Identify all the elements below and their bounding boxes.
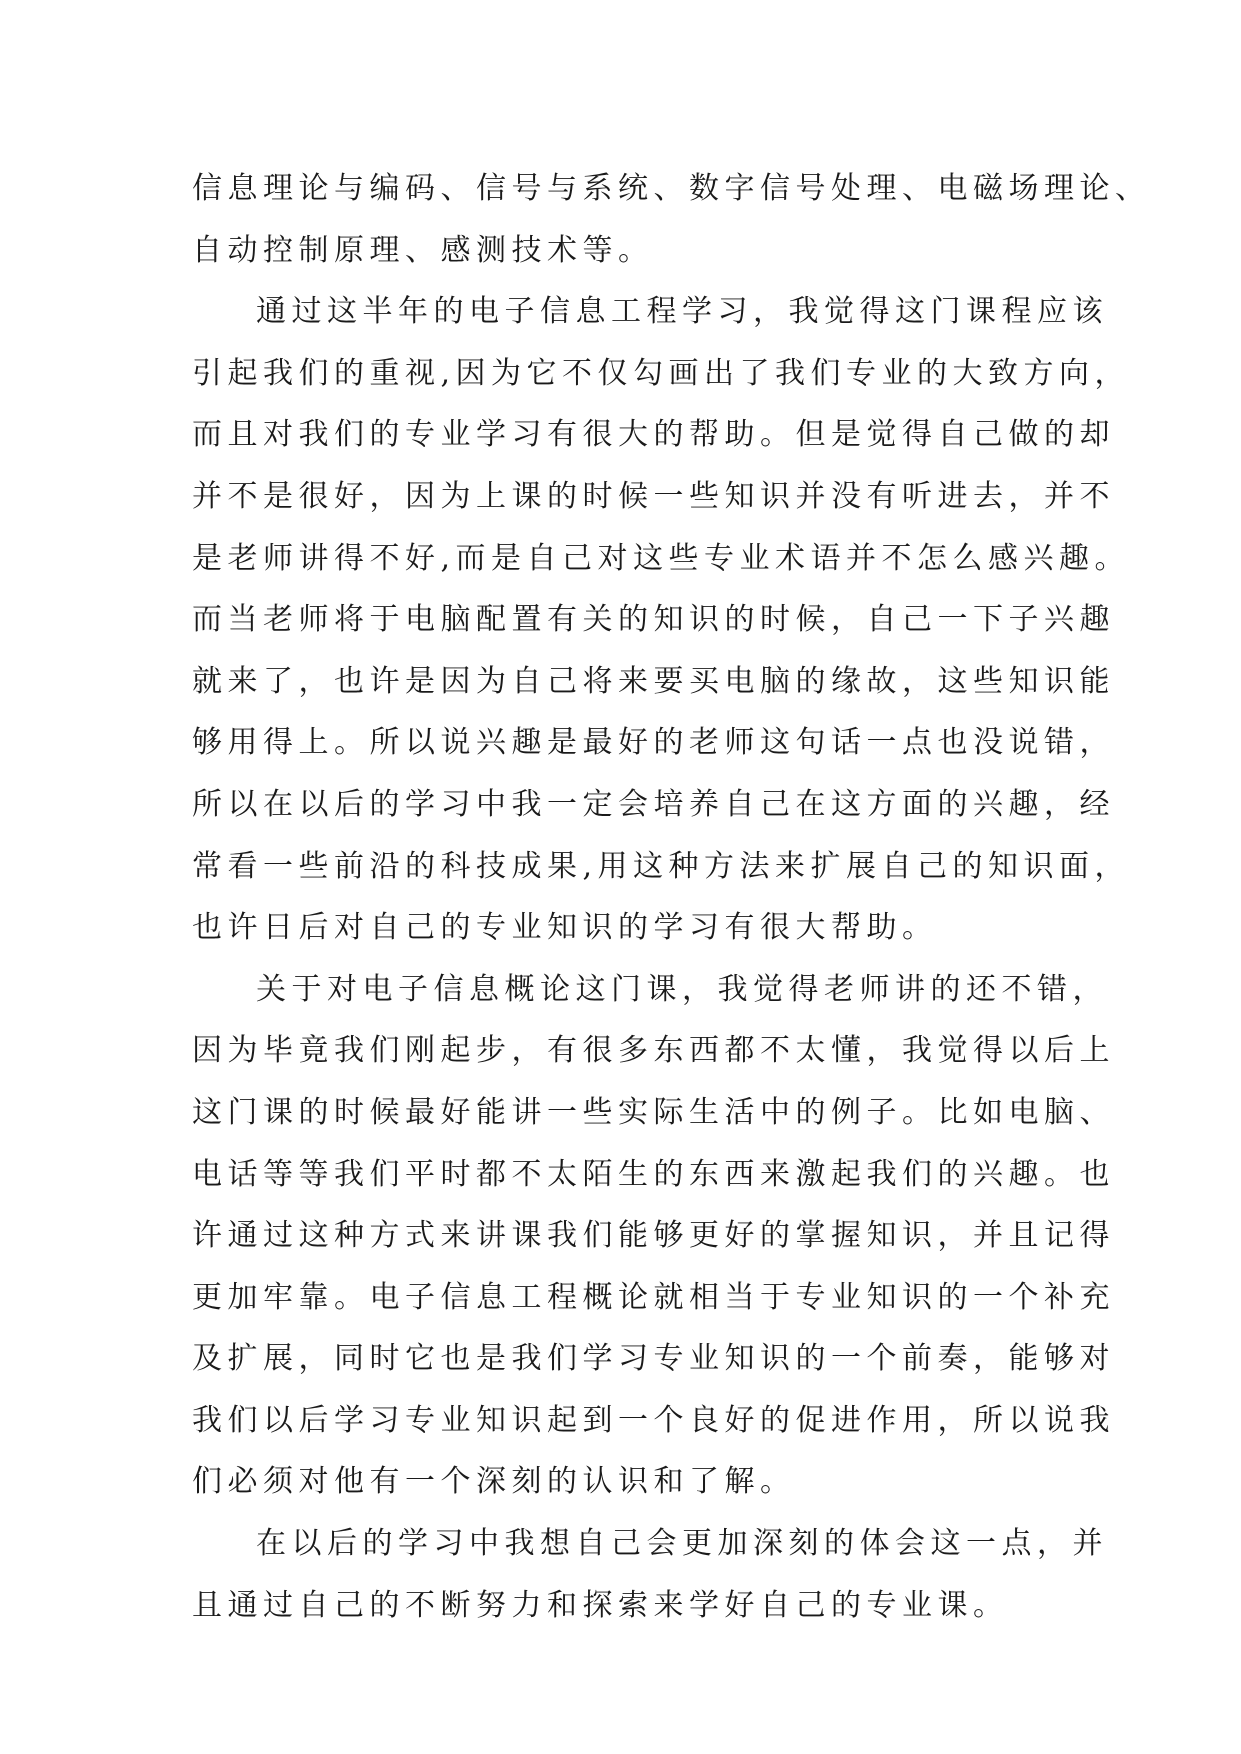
text-line: 够用得上。所以说兴趣是最好的老师这句话一点也没说错， [192, 725, 1115, 761]
document-body [192, 158, 1151, 1636]
text-line: 也许日后对自己的专业知识的学习有很大帮助。 [192, 910, 938, 946]
text-line: 是老师讲得不好,而是自己对这些专业术语并不怎么感兴趣。 [192, 540, 1131, 576]
paragraph-first-line: 通过这半年的电子信息工程学习，我觉得这门课程应该 [256, 294, 1108, 330]
paragraph-first-line: 在以后的学习中我想自己会更加深刻的体会这一点，并 [256, 1526, 1108, 1562]
text-line: 电话等等我们平时都不太陌生的东西来激起我们的兴趣。也 [192, 1156, 1115, 1192]
text-line: 而且对我们的专业学习有很大的帮助。但是觉得自己做的却 [192, 417, 1115, 453]
text-line: 这门课的时候最好能讲一些实际生活中的例子。比如电脑、 [192, 1094, 1115, 1130]
text-line: 自动控制原理、感测技术等。 [192, 232, 654, 268]
text-line: 更加牢靠。电子信息工程概论就相当于专业知识的一个补充 [192, 1279, 1115, 1315]
text-line: 及扩展，同时它也是我们学习专业知识的一个前奏，能够对 [192, 1341, 1115, 1377]
text-line: 信息理论与编码、信号与系统、数字信号处理、电磁场理论、 [192, 171, 1151, 206]
text-line: 们必须对他有一个深刻的认识和了解。 [192, 1464, 796, 1500]
text-line: 且通过自己的不断努力和探索来学好自己的专业课。 [192, 1587, 1009, 1623]
text-line: 所以在以后的学习中我一定会培养自己在这方面的兴趣，经 [192, 786, 1115, 822]
text-line: 常看一些前沿的科技成果,用这种方法来扩展自己的知识面， [192, 848, 1131, 884]
text-line: 而当老师将于电脑配置有关的知识的时候，自己一下子兴趣 [192, 602, 1115, 638]
text-line: 并不是很好，因为上课的时候一些知识并没有听进去，并不 [192, 478, 1115, 514]
paragraph-first-line: 关于对电子信息概论这门课，我觉得老师讲的还不错， [256, 971, 1108, 1007]
text-line: 许通过这种方式来讲课我们能够更好的掌握知识，并且记得 [192, 1218, 1115, 1254]
text-line: 我们以后学习专业知识起到一个良好的促进作用，所以说我 [192, 1402, 1115, 1438]
text-line: 因为毕竟我们刚起步，有很多东西都不太懂，我觉得以后上 [192, 1033, 1115, 1069]
text-line: 引起我们的重视,因为它不仅勾画出了我们专业的大致方向， [192, 355, 1131, 391]
text-line: 就来了，也许是因为自己将来要买电脑的缘故，这些知识能 [192, 663, 1115, 699]
